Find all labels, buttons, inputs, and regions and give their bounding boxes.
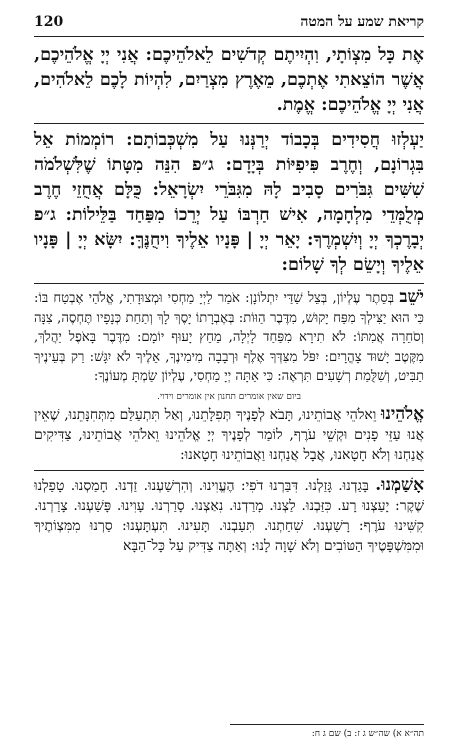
paragraph-ashamnu — [34, 475, 424, 556]
instruction-note: ביום שאין אומרים תחנון אין אומרים וידוי. — [157, 391, 301, 402]
page-number: 120 — [34, 14, 64, 30]
page-title: קריאת שמע על המטה — [300, 14, 424, 30]
paragraph-eloheinu — [34, 404, 424, 465]
page-header — [34, 14, 424, 37]
paragraph-text: וֵאלֹהֵי אֲבוֹתֵינוּ, תָּבֹא לְפָנֶיךָ תְּפִלָּתֵנוּ, וְאַל תִּתְעַלַּם מִתְּחִנָּתֵנוּ, שֶׁאֵין אֲנוּ עַזֵּי פָנִים וּקְשֵׁי עֹרֶף, לוֹמַר לְפָנֶיךָ יְיָ אֱלֹהֵינוּ וֵאלֹהֵי אֲבוֹתֵינוּ, צַדִּיקִים אֲנַחְנוּ וְלֹא חָטָאנוּ, אֲבָל אֲנַחְנוּ וַאֲבוֹתֵינוּ חָטָאנוּ: — [34, 406, 424, 463]
paragraph-yoshev — [34, 288, 424, 387]
divider — [34, 123, 424, 124]
paragraph-text: בְּסֵתֶר עֶלְיוֹן, בְּצֵל שַׁדַּי יִתְלוֹנָן: אֹמַר לַיְיָ מַחְסִי וּמְצוּדָתִי, אֱלֹהַי אֶבְטַח בּוֹ: כִּי הוּא יַצִּילְךָ מִפַּח יָקוּשׁ, מִדֶּבֶר הַוּוֹת: בְּאֶבְרָתוֹ יָסֶךְ לָךְ וְתַחַת כְּנָפָיו תֶּחְסֶה, צִנָּה וְסֹחֵרָה אֲמִתּוֹ: לֹא תִירָא מִפַּחַד לָיְלָה, מֵחֵץ יָעוּף יוֹמָם: מִדֶּבֶר בָּאֹפֶל יַהֲלֹךְ, מִקֶּטֶב יָשׁוּד צָהֳרָיִם: יִפֹּל מִצִּדְּךָ אֶלֶף וּרְבָבָה מִימִינֶךָ, אֵלֶיךָ לֹא יִגָּשׁ: רַק בְּעֵינֶיךָ תַבִּיט, וְשִׁלֻּמַת רְשָׁעִים תִּרְאֶה: כִּי אַתָּה יְיָ מַחְסִי, עֶלְיוֹן שַׂמְתָּ מְעוֹנֶךָ: — [34, 291, 424, 384]
paragraph-lead-word: אֱלֹהֵינוּ — [381, 403, 425, 424]
paragraph-shema-end: אֶת כָּל מִצְוֹתָי, וִהְיִיתֶם קְדֹשִׁים לֵאלֹהֵיכֶם: אֲנִי יְיָ אֱלֹהֵיכֶם, אֲשֶׁר הוֹצֵאתִי אֶתְכֶם, מֵאֶרֶץ מִצְרַיִם, לִהְיוֹת לָכֶם לֵאלֹהִים, אֲנִי יְיָ אֱלֹהֵיכֶם: אֱמֶת. — [34, 45, 424, 115]
paragraph-yaalzu: יַעְלְזוּ חֲסִידִים בְּכָבוֹד יְרַנְּנוּ עַל מִשְׁכְּבוֹתָם: רוֹמְמוֹת אֵל בִּגְרוֹנָם, וְחֶרֶב פִּיפִיּוֹת בְּיָדָם: ג״פ הִנֵּה מִטָּתוֹ שֶׁלִּשְׁלֹמֹה שִׁשִּׁים גִּבֹּרִים סָבִיב לָהּ מִגִּבֹּרֵי יִשְׂרָאֵל: כֻּלָּם אֲחֻזֵי חֶרֶב מְלֻמְּדֵי מִלְחָמָה, אִישׁ חַרְבּוֹ עַל יְרֵכוֹ מִפַּחַד בַּלֵּילוֹת: ג״פ יְבָרֶכְךָ יְיָ וְיִשְׁמְרֶךָ: יָאֵר יְיָ | פָּנָיו אֵלֶיךָ וִיחֻנֶּךָּ: יִשָּׂא יְיָ | פָּנָיו אֵלֶיךָ וְיָשֵׂם לְךָ שָׁלוֹם: — [34, 130, 424, 275]
paragraph-lead-word: יֹשֵׁב — [399, 287, 424, 307]
divider — [34, 283, 424, 284]
footnote-divider — [230, 724, 424, 725]
divider — [34, 470, 424, 471]
paragraph-lead-word: אָשַׁמְנוּ. — [375, 474, 425, 495]
footnote: תה״א א) שה״ש ג ז: ב) שם ג ח: — [311, 729, 424, 739]
paragraph-text: בָּגַדְנוּ. גָּזַלְנוּ. דִּבַּרְנוּ דֹפִי: הֶעֱוִינוּ. וְהִרְשַׁעְנוּ. זַדְנוּ. חָמַסְנוּ. טָפַלְנוּ שֶׁקֶר: יָעַצְנוּ רָע. כִּזַּבְנוּ. לַצְנוּ. מָרַדְנוּ. נִאַצְנוּ. סָרַרְנוּ. עָוִינוּ. פָּשַׁעְנוּ. צָרַרְנוּ. קִשִּׁינוּ עֹרֶף: רָשַׁעְנוּ. שִׁחַתְנוּ. תִּעַבְנוּ. תָּעִינוּ. תִּעְתָּעְנוּ: סַרְנוּ מִמִּצְוֹתֶיךָ וּמִמִּשְׁפָּטֶיךָ הַטּוֹבִים וְלֹא שָׁוָה לָנוּ: וְאַתָּה צַדִּיק עַל כָּל־הַבָּא — [34, 477, 424, 554]
